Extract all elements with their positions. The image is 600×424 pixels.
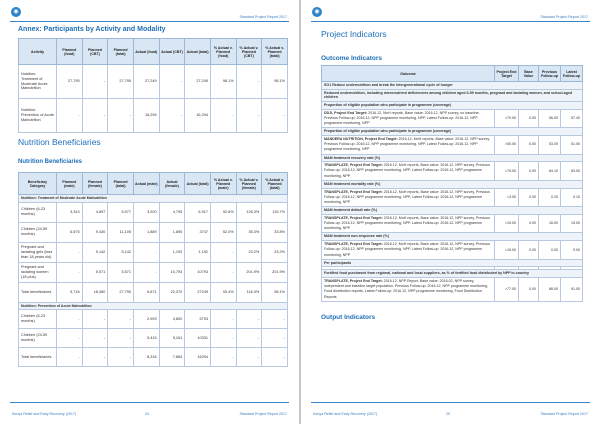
indicator-value: <3.00 bbox=[495, 188, 519, 207]
table-row bbox=[19, 329, 288, 348]
table-cell: 4,897 bbox=[82, 202, 108, 222]
participants-table bbox=[18, 38, 288, 133]
column-header: Planned (total) bbox=[108, 173, 134, 195]
table-cell: 16294 bbox=[185, 348, 211, 367]
table-row bbox=[19, 348, 288, 367]
indicator-description bbox=[322, 135, 495, 154]
table-cell: - bbox=[262, 99, 288, 133]
table-cell: - bbox=[82, 348, 108, 367]
indicator-description bbox=[322, 278, 495, 302]
row-label: Children (24-59 months) bbox=[19, 329, 57, 348]
section-label: Reduced undernutrition, including micronutrient deficiencies among children aged 6-59 months, pregnant and lactating women, and school-aged children bbox=[322, 89, 583, 101]
indicator-value: 53.00 bbox=[539, 135, 561, 154]
page-number: 25 bbox=[446, 412, 450, 416]
table-cell: 27,249 bbox=[185, 65, 211, 99]
table-cell: 10793 bbox=[185, 262, 211, 282]
indicator-value: 0.00 bbox=[519, 188, 539, 207]
table-cell: 116.3% bbox=[236, 282, 262, 302]
column-header: Planned (female) bbox=[82, 173, 108, 195]
page-header: Standard Project Report 2017 bbox=[239, 15, 287, 19]
indicator-value: >75.00 bbox=[495, 162, 519, 181]
section-label: Proportion of eligible population who participate in programme (coverage) bbox=[322, 102, 583, 110]
table-cell: 201.9% bbox=[236, 262, 262, 282]
table-cell: 1,889 bbox=[133, 222, 159, 242]
table-cell: - bbox=[236, 310, 262, 329]
table-cell: 35.3% bbox=[236, 222, 262, 242]
footer-left: Kenya Relief and Early Recovery (2017) bbox=[12, 412, 77, 416]
table-cell: 52.0% bbox=[210, 222, 236, 242]
table-cell: 5,571 bbox=[108, 262, 134, 282]
table-cell: 27,795 bbox=[108, 65, 134, 99]
section-row bbox=[322, 89, 583, 101]
table-cell: 4,800 bbox=[159, 310, 185, 329]
column-header: Actual (total) bbox=[185, 39, 211, 65]
table-cell: 5,571 bbox=[82, 262, 108, 282]
table-cell: - bbox=[133, 262, 159, 282]
table-cell: 6,675 bbox=[57, 222, 83, 242]
table-cell: 4,795 bbox=[159, 202, 185, 222]
section-row bbox=[19, 302, 288, 310]
table-cell: - bbox=[82, 310, 108, 329]
indicator-text: 2016.12, NPP Report, Base value: 2016.02, NPP survey, independent and baseline target population, Previous Follow-up: 2016.12, NPP programme monitoring, Food distribution reports, Latest Follow-up: 2016.12, NPP programme monitoring, Food Distribution Reports bbox=[324, 279, 488, 299]
table-cell: - bbox=[210, 99, 236, 133]
indicator-value: 0.00 bbox=[519, 278, 539, 302]
table-cell: 93.4% bbox=[210, 282, 236, 302]
table-row bbox=[19, 99, 288, 133]
indicator-text: 2016.12, MoH reports, Base value: 2016.12, NPP survey, Previous Follow-up: 2016.12, NPP programme monitoring, NPP, Latest Follow-up: 2016.12, NPP programme monitoring, NPP bbox=[324, 136, 490, 152]
indicator-row bbox=[322, 214, 583, 233]
nutrition-beneficiaries-subheading: Nutrition Beneficiaries bbox=[18, 159, 83, 165]
indicator-value: 84.10 bbox=[539, 162, 561, 181]
table-cell: 9,718 bbox=[57, 282, 83, 302]
column-header: Planned (food) bbox=[57, 39, 83, 65]
table-cell: 23.2% bbox=[236, 242, 262, 262]
table-cell: - bbox=[57, 329, 83, 348]
indicator-label: DDJI, Project End Target: bbox=[324, 110, 368, 115]
table-cell: - bbox=[57, 262, 83, 282]
indicator-value: 0.10 bbox=[561, 188, 583, 207]
table-cell: 5,415 bbox=[133, 329, 159, 348]
table-cell: - bbox=[57, 348, 83, 367]
column-header: Project End Target bbox=[495, 66, 519, 82]
indicator-value: 0.00 bbox=[539, 241, 561, 260]
table-cell: - bbox=[262, 348, 288, 367]
table-cell: 27,795 bbox=[108, 282, 134, 302]
table-cell: 23.2% bbox=[262, 242, 288, 262]
table-cell: 92.8% bbox=[210, 202, 236, 222]
table-cell: - bbox=[57, 242, 83, 262]
indicator-label: MANDERA NUTRITION, Project End Target: bbox=[324, 136, 398, 141]
table-row bbox=[19, 310, 288, 329]
table-cell: - bbox=[210, 310, 236, 329]
column-header: Base Value bbox=[519, 66, 539, 82]
table-cell: 5,142 bbox=[108, 242, 134, 262]
indicator-text: 2016.12, MoH reports, Base value: 2016.12, NPP survey, Previous Follow-up: 2016.12, NPP programme monitoring, NPP, Latest Follow-up: 2016.12, NPP programme monitoring, NPP bbox=[324, 163, 490, 178]
indicator-description bbox=[322, 188, 495, 207]
row-label: Children (6-23 months) bbox=[19, 310, 57, 329]
table-cell: - bbox=[82, 99, 108, 133]
table-cell: 3,920 bbox=[133, 202, 159, 222]
wfp-logo-icon: ◉ bbox=[11, 7, 21, 17]
table-cell: 10331 bbox=[185, 329, 211, 348]
table-cell: - bbox=[159, 65, 185, 99]
nutrition-beneficiaries-table bbox=[18, 172, 288, 367]
table-cell: - bbox=[108, 310, 134, 329]
section-label: MAM treatment non-response rate (%) bbox=[322, 233, 583, 241]
row-label: Pregnant and lactating women (18 plus) bbox=[19, 262, 57, 282]
row-label: Nutrition: Treatment of Moderate Acute Malnutrition bbox=[19, 65, 57, 99]
indicator-value: 0.20 bbox=[539, 188, 561, 207]
header-rule bbox=[10, 21, 289, 22]
indicator-row bbox=[322, 278, 583, 302]
column-header: % Actual v. Planned (male) bbox=[210, 173, 236, 195]
table-row bbox=[19, 65, 288, 99]
table-cell: 3,343 bbox=[57, 202, 83, 222]
table-cell: - bbox=[210, 262, 236, 282]
indicator-value: 0.00 bbox=[561, 241, 583, 260]
indicator-value: 0.00 bbox=[519, 214, 539, 233]
column-header: Actual (food) bbox=[133, 39, 159, 65]
column-header: Outcome bbox=[322, 66, 495, 82]
section-label: Nutrition: Treatment of Moderate Acute Malnutrition bbox=[19, 195, 288, 203]
table-cell: - bbox=[108, 99, 134, 133]
column-header: % Actual v. Planned (food) bbox=[210, 39, 236, 65]
table-cell: 98.1% bbox=[262, 65, 288, 99]
indicator-label: TRANSPLATE, Project End Target: bbox=[324, 189, 383, 194]
indicator-description bbox=[322, 162, 495, 181]
column-header: Planned (male) bbox=[57, 173, 83, 195]
table-cell: 22,370 bbox=[159, 282, 185, 302]
column-header: Actual (male) bbox=[133, 173, 159, 195]
indicator-value: <15.00 bbox=[495, 214, 519, 233]
column-header: Previous Follow-up bbox=[539, 66, 561, 82]
indicator-text: 2016.12, MoH reports, Base value: 2016.12, NPP survey, Previous Follow-up: 2016.12, NPP programme monitoring, NPP, Latest Follow-up: 2016.12, NPP programme monitoring, NPP bbox=[324, 242, 490, 257]
table-cell: - bbox=[57, 310, 83, 329]
column-header: Actual (CBT) bbox=[159, 39, 185, 65]
table-cell: - bbox=[262, 329, 288, 348]
column-header: Planned (CBT) bbox=[82, 39, 108, 65]
table-cell: 27249 bbox=[185, 282, 211, 302]
column-header: Activity bbox=[19, 39, 57, 65]
table-row bbox=[19, 262, 288, 282]
indicator-value: 91.00 bbox=[561, 278, 583, 302]
row-label: Total beneficiaries bbox=[19, 348, 57, 367]
table-cell: - bbox=[236, 99, 262, 133]
indicator-row bbox=[322, 188, 583, 207]
indicator-value: 56.00 bbox=[539, 109, 561, 128]
outcome-indicators-table bbox=[321, 65, 583, 302]
row-label: Children (6-23 months) bbox=[19, 202, 57, 222]
indicator-text: 2016.12, MoH reports, Base value: 2016.12, NPP survey, Previous Follow-up: 2016.12, NPP programme monitoring, NPP, Latest Follow-up: 2016.12, NPP programme monitoring, NPP bbox=[324, 215, 490, 231]
table-cell: - bbox=[82, 329, 108, 348]
indicator-label: TRANSPLATE, Project End Target: bbox=[324, 163, 383, 168]
indicator-value: 83.00 bbox=[561, 162, 583, 181]
indicator-value: 0.00 bbox=[519, 241, 539, 260]
table-cell: 3747 bbox=[185, 222, 211, 242]
indicator-value: 57.40 bbox=[561, 109, 583, 128]
footer-rule bbox=[10, 402, 289, 403]
project-indicators-title: Project Indicators bbox=[321, 29, 387, 39]
left-page bbox=[0, 0, 299, 424]
wfp-logo-icon: ◉ bbox=[312, 7, 322, 17]
table-cell: - bbox=[159, 99, 185, 133]
table-row bbox=[19, 242, 288, 262]
section-row bbox=[19, 195, 288, 203]
indicator-value: 88.00 bbox=[539, 278, 561, 302]
table-cell: 201.9% bbox=[262, 262, 288, 282]
footer-right: Standard Project Report 2017 bbox=[540, 412, 588, 416]
indicator-label: TRANSPLATE, Project End Target: bbox=[324, 242, 383, 247]
table-cell: 98.1% bbox=[210, 65, 236, 99]
nutrition-beneficiaries-heading: Nutrition Beneficiaries bbox=[18, 137, 101, 147]
indicator-value: 0.00 bbox=[519, 109, 539, 128]
table-row bbox=[19, 222, 288, 242]
footer-right: Standard Project Report 2017 bbox=[239, 412, 287, 416]
table-cell: 27,249 bbox=[133, 65, 159, 99]
table-cell: - bbox=[236, 329, 262, 348]
table-cell: 16,294 bbox=[133, 99, 159, 133]
column-header: % Actual v. Planned (total) bbox=[262, 39, 288, 65]
table-cell: 16,294 bbox=[185, 99, 211, 133]
indicator-value: 0.00 bbox=[519, 162, 539, 181]
table-cell: 5,977 bbox=[108, 202, 134, 222]
indicator-value: 0.00 bbox=[519, 135, 539, 154]
table-cell: - bbox=[262, 310, 288, 329]
table-cell: 2,993 bbox=[133, 310, 159, 329]
section-label: SO1 Reduce undernutrition and break the intergenerational cycle of hunger bbox=[322, 82, 583, 90]
table-cell: - bbox=[82, 65, 108, 99]
column-header: % Actual v. Planned (female) bbox=[236, 173, 262, 195]
section-label: Per participants bbox=[322, 259, 583, 267]
indicator-value: >50.00 bbox=[495, 135, 519, 154]
section-row bbox=[322, 233, 583, 241]
table-cell: 6,871 bbox=[133, 282, 159, 302]
page-header: Standard Project Report 2017 bbox=[540, 15, 588, 19]
right-page bbox=[301, 0, 600, 424]
table-cell: 5,161 bbox=[159, 329, 185, 348]
indicator-value: >77.00 bbox=[495, 278, 519, 302]
indicator-row bbox=[322, 109, 583, 128]
table-cell: - bbox=[210, 348, 236, 367]
indicator-label: TRANSPLATE, Project End Target: bbox=[324, 279, 383, 284]
section-label: Proportion of eligible population who participate in programme (coverage) bbox=[322, 128, 583, 136]
header-rule bbox=[311, 21, 590, 22]
indicator-row bbox=[322, 135, 583, 154]
table-cell: - bbox=[57, 99, 83, 133]
indicator-row bbox=[322, 241, 583, 260]
column-header: Latest Follow-up bbox=[561, 66, 583, 82]
column-header: Beneficiary Category bbox=[19, 173, 57, 195]
table-cell: - bbox=[108, 348, 134, 367]
section-row bbox=[322, 154, 583, 162]
column-header: Planned (total) bbox=[108, 39, 134, 65]
table-cell: 9,430 bbox=[82, 222, 108, 242]
section-label: MAM treatment mortality rate (%) bbox=[322, 180, 583, 188]
row-label: Pregnant and lactating girls (less than 18 years old) bbox=[19, 242, 57, 262]
section-label: Nutrition: Prevention of Acute Malnutrition bbox=[19, 302, 288, 310]
column-header: % Actual v. Planned (total) bbox=[262, 173, 288, 195]
table-cell: - bbox=[236, 348, 262, 367]
table-row bbox=[19, 282, 288, 302]
section-row bbox=[322, 270, 583, 278]
table-cell: 5,142 bbox=[82, 242, 108, 262]
table-cell: 1,192 bbox=[159, 242, 185, 262]
indicator-label: TRANSPLATE, Project End Target: bbox=[324, 215, 383, 220]
section-label: MAM treatment default rate (%) bbox=[322, 207, 583, 215]
section-row bbox=[322, 128, 583, 136]
table-cell: - bbox=[210, 329, 236, 348]
table-cell: 115.7% bbox=[262, 202, 288, 222]
section-row bbox=[322, 82, 583, 90]
indicator-description bbox=[322, 214, 495, 233]
column-header: Actual (female) bbox=[159, 173, 185, 195]
footer-rule bbox=[311, 402, 590, 403]
indicator-row bbox=[322, 162, 583, 181]
table-cell: 6,917 bbox=[185, 202, 211, 222]
table-cell: 1,192 bbox=[185, 242, 211, 262]
table-row bbox=[19, 202, 288, 222]
table-cell: 18,080 bbox=[82, 282, 108, 302]
row-label: Nutrition: Prevention of Acute Malnutrition bbox=[19, 99, 57, 133]
indicator-value: <15.00 bbox=[495, 241, 519, 260]
table-cell: 5793 bbox=[185, 310, 211, 329]
table-cell: 8,316 bbox=[133, 348, 159, 367]
indicator-description bbox=[322, 109, 495, 128]
column-header: % Actual v. Planned (CBT) bbox=[236, 39, 262, 65]
indicator-value: 51.00 bbox=[561, 135, 583, 154]
row-label: Total beneficiaries bbox=[19, 282, 57, 302]
table-cell: 10,793 bbox=[159, 262, 185, 282]
table-cell: 33.8% bbox=[262, 222, 288, 242]
annex-title: Annex: Participants by Activity and Modality bbox=[18, 26, 166, 33]
table-cell: - bbox=[236, 65, 262, 99]
table-cell: 98.1% bbox=[262, 282, 288, 302]
row-label: Children (24-59 months) bbox=[19, 222, 57, 242]
section-row bbox=[322, 207, 583, 215]
table-cell: 7,884 bbox=[159, 348, 185, 367]
indicator-text: 2016.12, MoH reports, Base value: 2016.12, NPP survey, no baseline, Previous Follow-up: 2016.12, NPP programme monitoring, NPP, Latest Follow-up: 2016.12, NPP programme monitoring, NPP bbox=[324, 110, 480, 126]
indicator-description bbox=[322, 241, 495, 260]
page-number: 24 bbox=[145, 412, 149, 416]
table-cell: 1,895 bbox=[159, 222, 185, 242]
table-cell: - bbox=[108, 329, 134, 348]
section-row bbox=[322, 180, 583, 188]
table-cell: 126.3% bbox=[236, 202, 262, 222]
section-label: Fortified food purchased from regional, national and local suppliers, as % of fortified food distributed by NPP in-country bbox=[322, 270, 583, 278]
output-indicators-title: Output Indicators bbox=[321, 314, 376, 321]
table-cell: - bbox=[133, 242, 159, 262]
table-cell: - bbox=[210, 242, 236, 262]
indicator-text: 2016.12, MoH reports, Base value: 2016.12, NPP survey, Previous Follow-up: 2016.12, NPP programme monitoring, NPP, Latest Follow-up: 2016.12, NPP programme monitoring, NPP bbox=[324, 189, 490, 204]
indicator-value: >70.00 bbox=[495, 109, 519, 128]
table-cell: 11,105 bbox=[108, 222, 134, 242]
section-row bbox=[322, 102, 583, 110]
section-row bbox=[322, 259, 583, 267]
outcome-indicators-title: Outcome Indicators bbox=[321, 55, 383, 62]
indicator-value: 16.00 bbox=[539, 214, 561, 233]
footer-left: Kenya Relief and Early Recovery (2017) bbox=[313, 412, 378, 416]
column-header: Actual (total) bbox=[185, 173, 211, 195]
table-cell: 27,795 bbox=[57, 65, 83, 99]
section-label: MAM treatment recovery rate (%) bbox=[322, 154, 583, 162]
indicator-value: 15.00 bbox=[561, 214, 583, 233]
